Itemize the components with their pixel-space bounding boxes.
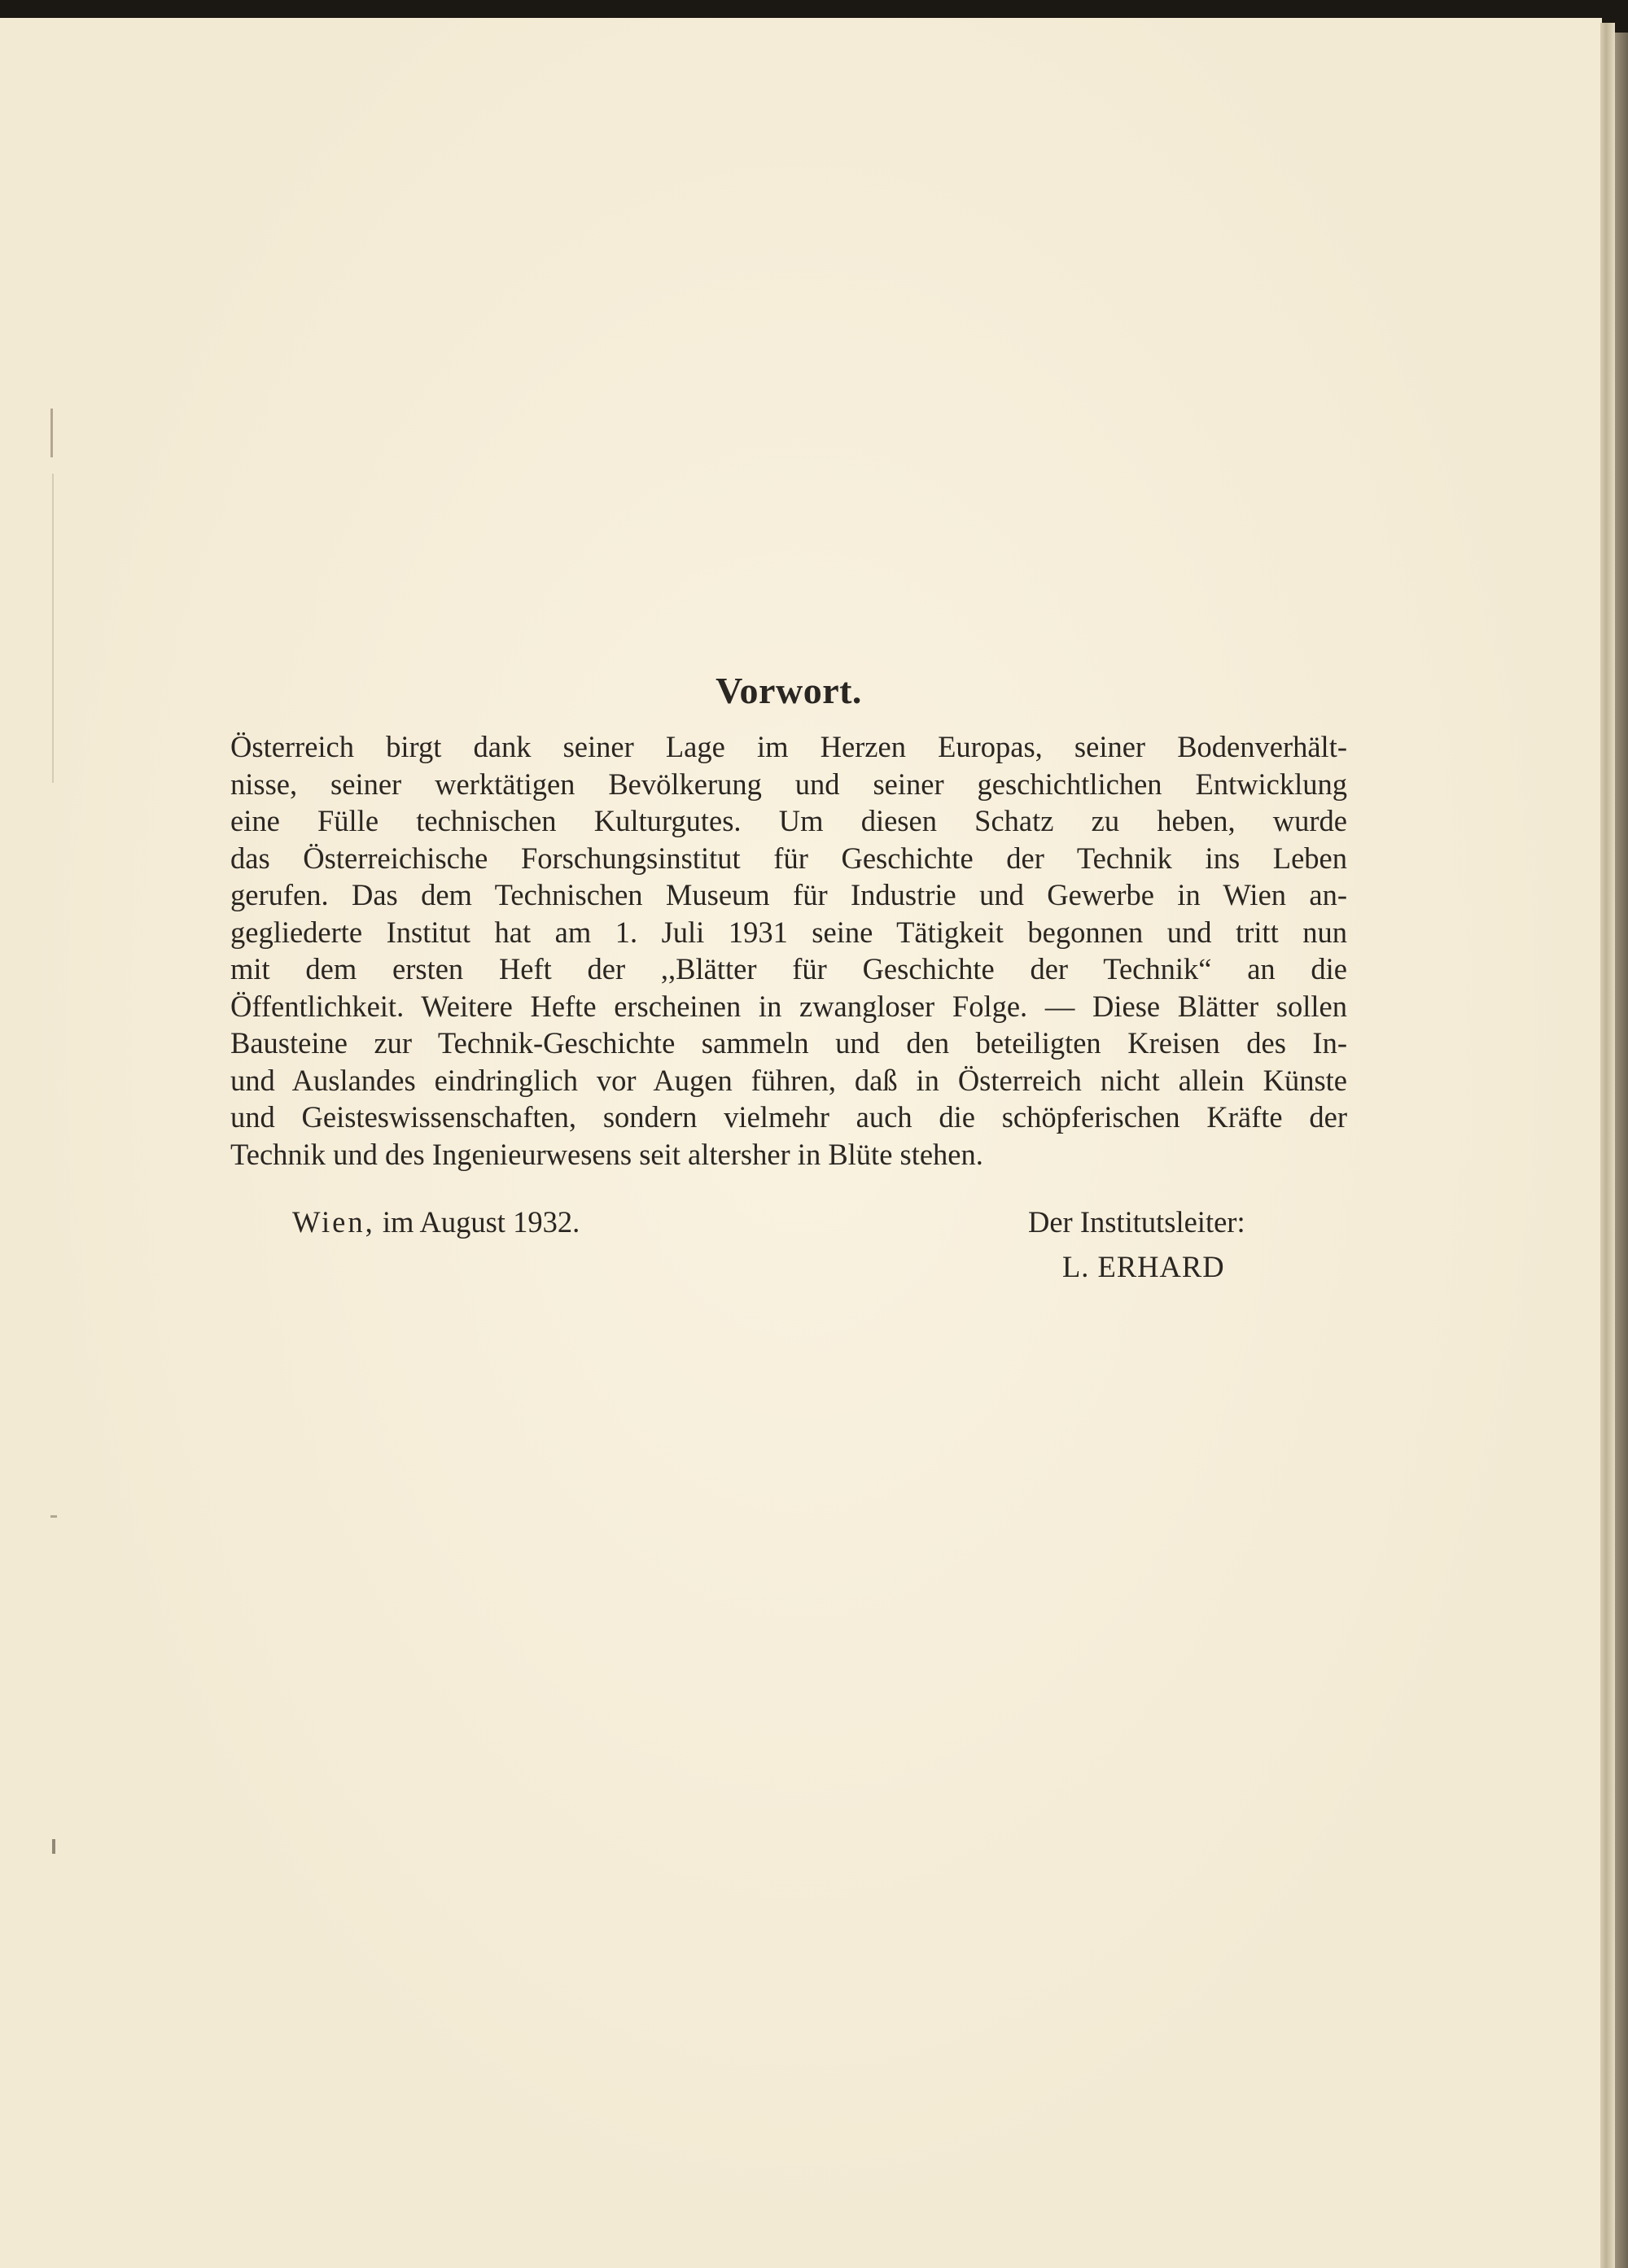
- preface-title: Vorwort.: [716, 670, 862, 711]
- place: Wien,: [292, 1205, 375, 1239]
- margin-mark: [52, 474, 54, 783]
- signature-label: Der Institutsleiter:: [1028, 1205, 1245, 1239]
- preface-body: [230, 728, 1347, 1173]
- body-line: gegliederte Institut hat am 1. Juli 1931 seine Tätigkeit begonnen und tritt nun: [230, 915, 1347, 949]
- paper-sheet: [0, 18, 1602, 2268]
- body-line: das Österreichische Forschungsinstitut für Geschichte der Technik ins Leben: [230, 841, 1347, 875]
- body-line: und Auslandes eindringlich vor Augen führen, daß in Österreich nicht allein Künste: [230, 1063, 1347, 1097]
- body-line: Öffentlichkeit. Weitere Hefte erscheinen in zwangloser Folge. — Diese Blätter sollen: [230, 989, 1347, 1023]
- book-edge: [1615, 33, 1628, 2268]
- date: im August 1932.: [382, 1205, 580, 1239]
- signature-name: L. ERHARD: [1062, 1250, 1225, 1283]
- margin-mark: [50, 409, 53, 457]
- body-line: mit dem ersten Heft der ,,Blätter für Geschichte der Technik“ an die: [230, 952, 1347, 985]
- body-line: Österreich birgt dank seiner Lage im Herzen Europas, seiner Bodenverhält-: [230, 730, 1347, 763]
- body-line: und Geisteswissenschaften, sondern vielmehr auch die schöpferischen Kräfte der: [230, 1100, 1347, 1134]
- preface: [230, 669, 1347, 1283]
- body-line: Bausteine zur Technik-Geschichte sammeln und den beteiligten Kreisen des In-: [230, 1026, 1347, 1060]
- body-line: Technik und des Ingenieurwesens seit altersher in Blüte stehen.: [230, 1137, 983, 1171]
- body-line: nisse, seiner werktätigen Bevölkerung und seiner geschichtlichen Entwicklung: [230, 767, 1347, 801]
- page-edge: [1600, 23, 1615, 2268]
- body-line: eine Fülle technischen Kulturgutes. Um diesen Schatz zu heben, wurde: [230, 804, 1347, 837]
- margin-mark: [50, 1515, 57, 1518]
- margin-mark: [52, 1839, 55, 1854]
- body-line: gerufen. Das dem Technischen Museum für Industrie und Gewerbe in Wien an-: [230, 878, 1347, 911]
- place-date: [292, 1204, 580, 1239]
